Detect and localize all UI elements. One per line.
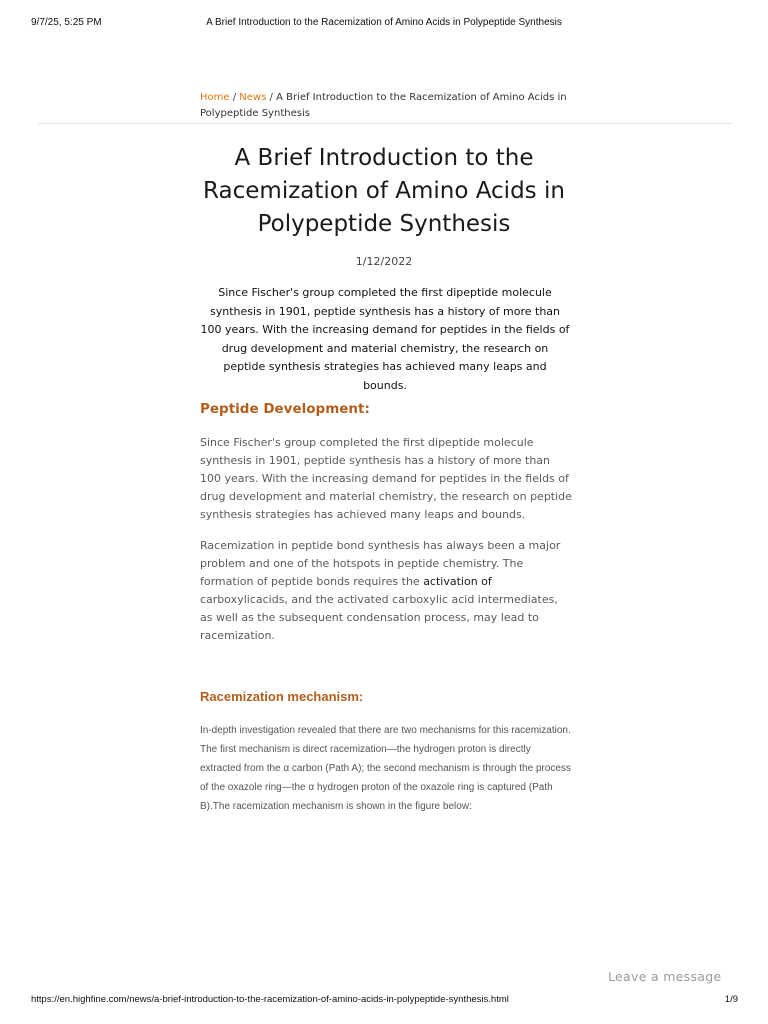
leave-message-button[interactable]: Leave a message: [608, 969, 722, 984]
paragraph-text: carboxylicacids, and the activated carboxylic acid intermediates, as well as the subsequent condensation process, may lead to racemization.: [200, 593, 558, 642]
breadcrumb-news-link[interactable]: News: [239, 92, 267, 103]
section1-paragraph-2: [200, 537, 572, 645]
article-date: 1/12/2022: [355, 255, 413, 268]
print-page-title: A Brief Introduction to the Racemization of Amino Acids in Polypeptide Synthesis: [206, 17, 562, 28]
article-intro: Since Fischer's group completed the first dipeptide molecule synthesis in 1901, peptide synthesis has a history of more than 100 years. With the increasing demand for peptides in the fields of drug development and material chemistry, the research on peptide synthesis strategies has achieved many leaps and bounds.: [200, 286, 570, 392]
section2-paragraph-1: In-depth investigation revealed that there are two mechanisms for this racemization. The first mechanism is direct racemization—the hydrogen proton is directly extracted from the α carbon (Path A); the second mechanism is through the process of the oxazole ring—the α hydrogen proton of the oxazole ring is captured (Path B).The racemization mechanism is shown in the figure below:: [200, 725, 571, 812]
activation-link[interactable]: activation of: [423, 575, 492, 588]
print-url: https://en.highfine.com/news/a-brief-introduction-to-the-racemization-of-amino-acids-in-polypeptide-synthesis.html: [31, 994, 509, 1005]
section-heading-peptide-development: Peptide Development:: [200, 401, 370, 417]
section1-paragraph-1: Since Fischer's group completed the first dipeptide molecule synthesis in 1901, peptide synthesis has a history of more than 100 years. With the increasing demand for peptides in the fields of drug development and material chemistry, the research on peptide synthesis strategies has achieved many leaps and bounds.: [200, 436, 572, 521]
breadcrumb-current: A Brief Introduction to the Racemization of Amino Acids in Polypeptide Synthesis: [200, 92, 567, 119]
paragraph-text: Racemization in peptide bond synthesis has always been a major problem and one of the hotspots in peptide chemistry. The formation of peptide bonds requires the: [200, 539, 561, 588]
header-divider: [38, 123, 732, 124]
print-datetime: 9/7/25, 5:25 PM: [31, 17, 102, 28]
print-page-number: 1/9: [724, 994, 738, 1005]
section-heading-racemization-mechanism: Racemization mechanism:: [200, 689, 364, 704]
breadcrumb-separator: /: [232, 92, 237, 103]
breadcrumb: [200, 90, 580, 122]
breadcrumb-separator: /: [269, 92, 273, 103]
article-title: A Brief Introduction to the Racemization of Amino Acids in Polypeptide Synthesis: [203, 145, 565, 237]
print-header: [0, 14, 768, 30]
breadcrumb-home-link[interactable]: Home: [200, 92, 230, 103]
